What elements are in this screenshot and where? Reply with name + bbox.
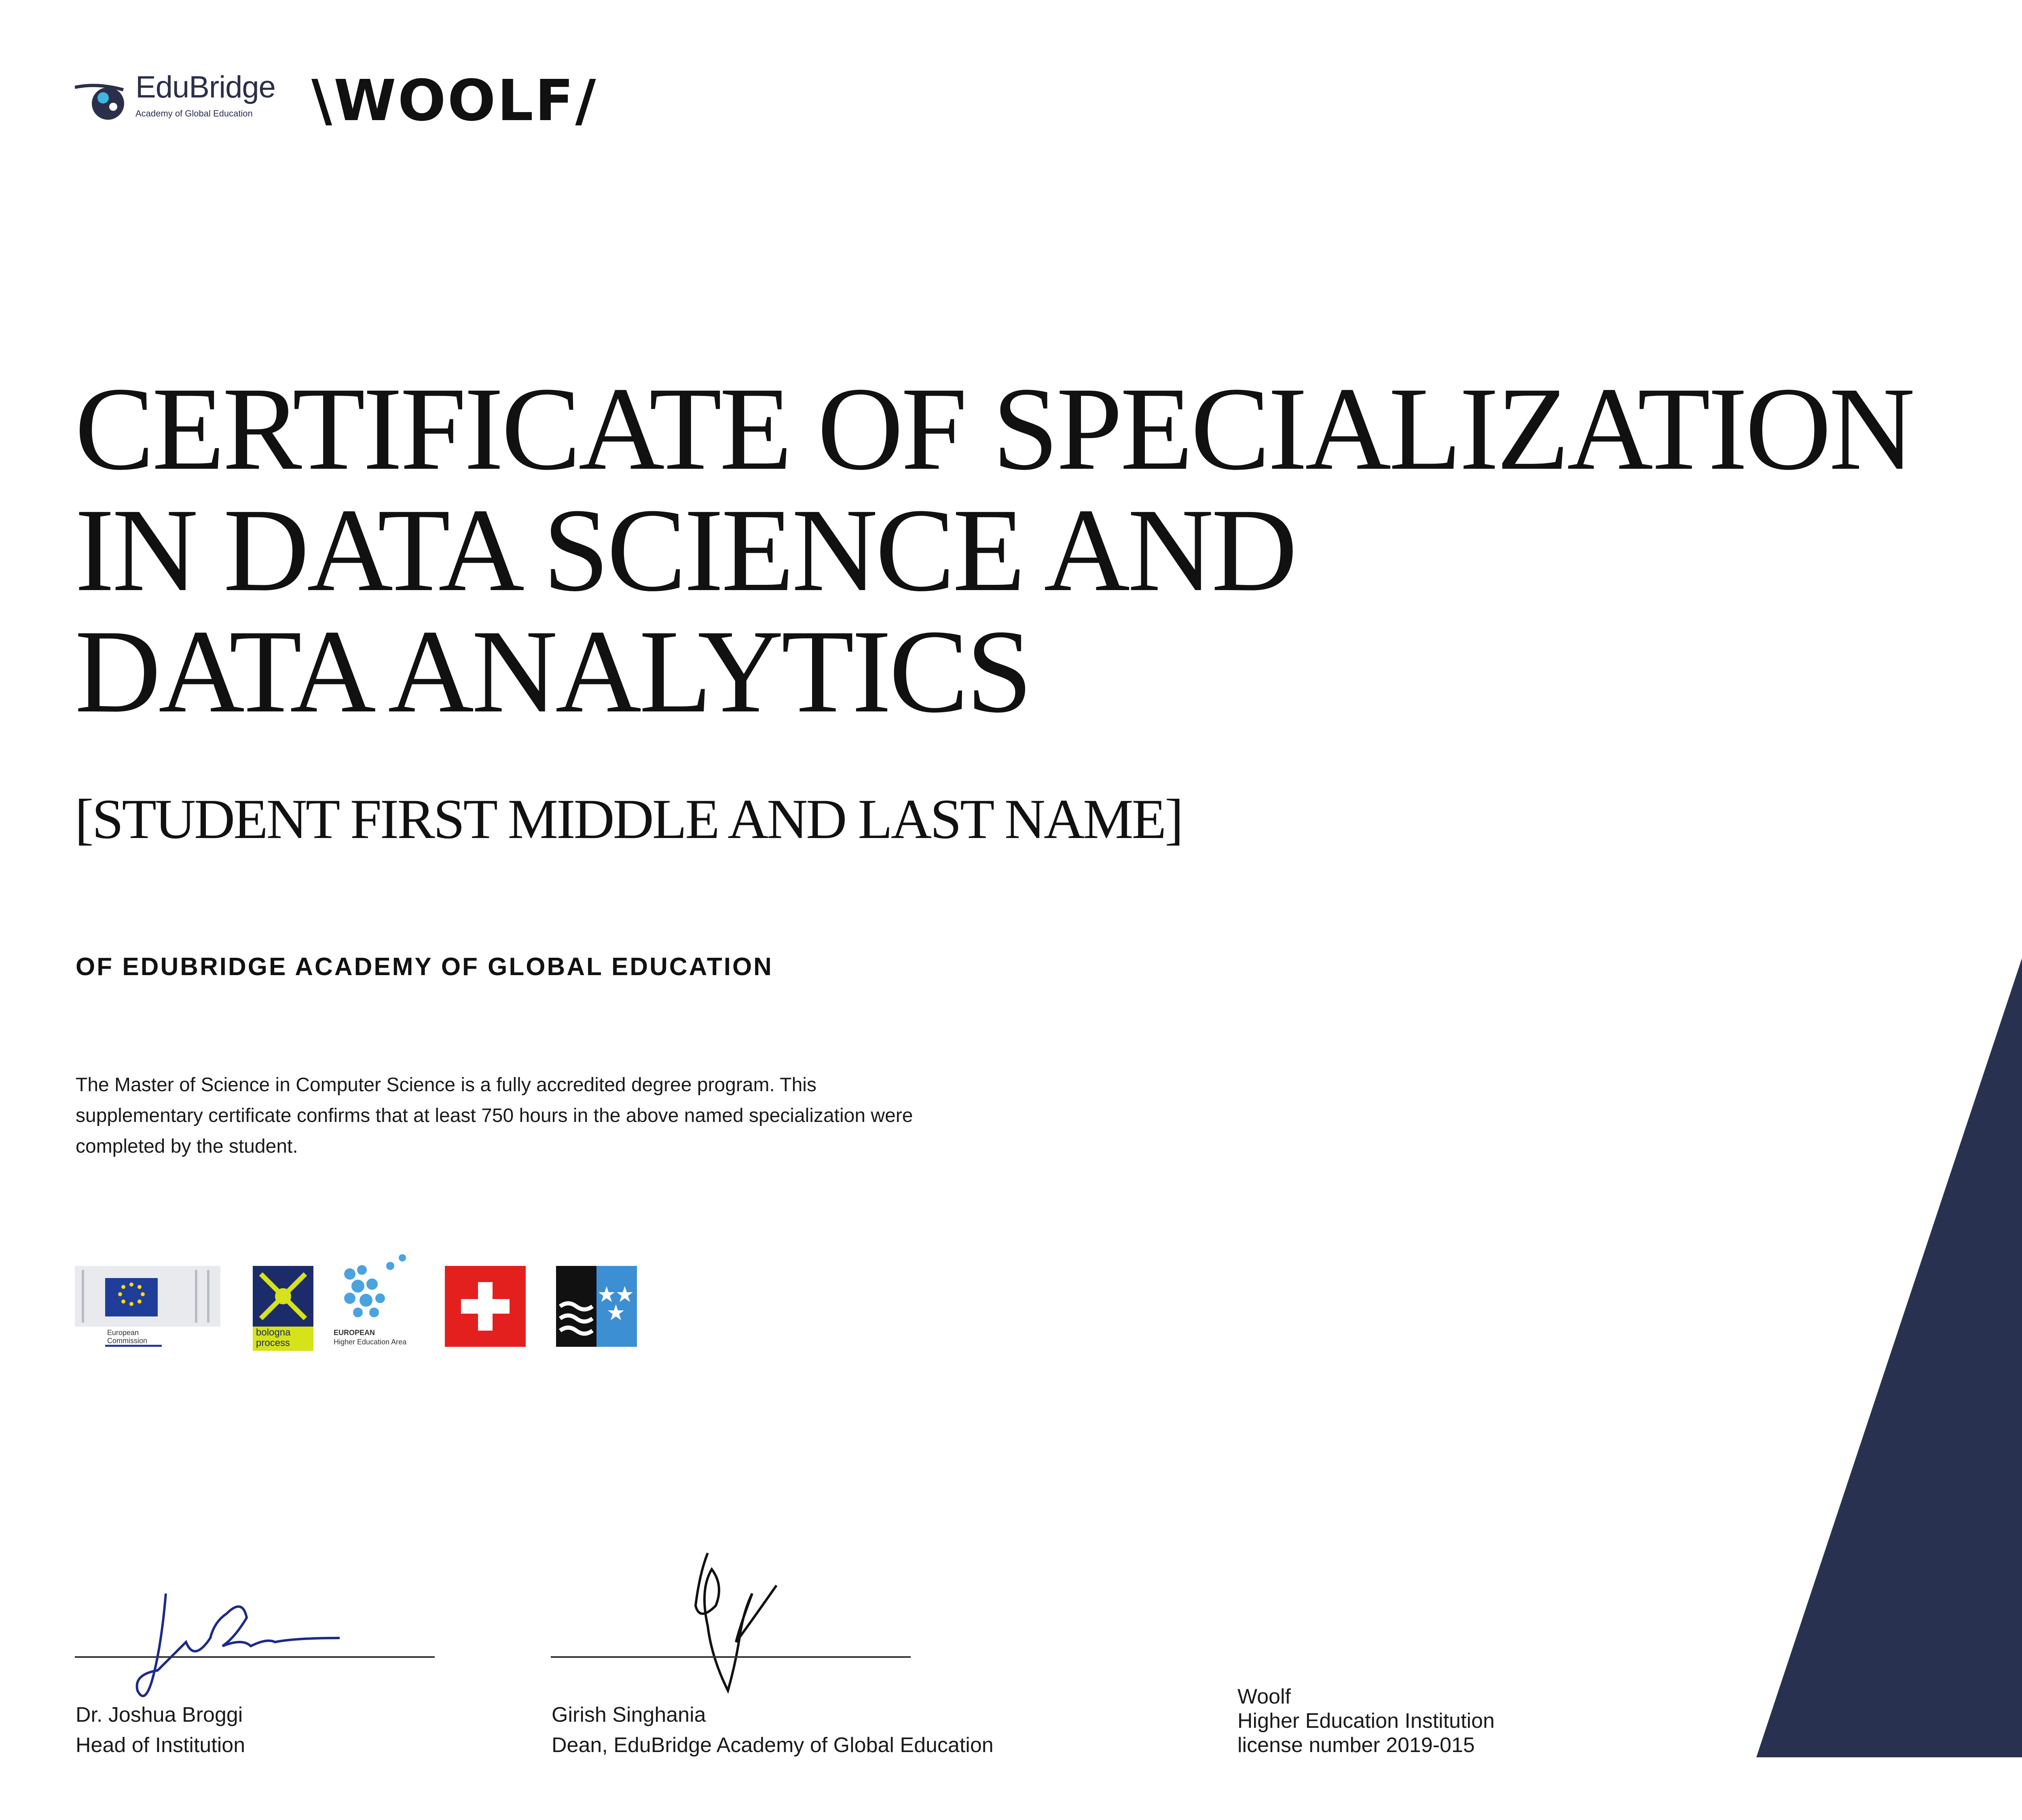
european-commission-logo xyxy=(75,1254,220,1351)
ehea-title: EUROPEAN xyxy=(334,1329,375,1337)
student-name: [STUDENT FIRST MIDDLE AND LAST NAME] xyxy=(75,788,1182,851)
institution-name: OF EDUBRIDGE ACADEMY OF GLOBAL EDUCATION xyxy=(76,953,773,981)
european-commission-label: European Commission xyxy=(107,1329,148,1345)
certificate-title xyxy=(75,362,1913,737)
edubridge-logo xyxy=(75,70,297,126)
swiss-flag-logo xyxy=(445,1266,526,1347)
signatory-role: Head of Institution xyxy=(76,1733,245,1757)
signature-broggi xyxy=(113,1569,356,1715)
bologna-process-logo xyxy=(253,1266,313,1351)
ehea-subtitle: Higher Education Area xyxy=(334,1338,407,1346)
edubridge-tagline: Academy of Global Education xyxy=(135,108,253,119)
title-line: DATA ANALYTICS xyxy=(75,605,1030,737)
canton-flag-icon xyxy=(556,1266,637,1347)
signature-line-broggi xyxy=(75,1656,435,1658)
signature-line-singhania xyxy=(551,1656,911,1658)
bologna-process-label: bologna process xyxy=(256,1327,291,1348)
edubridge-globe-icon xyxy=(75,74,131,123)
woolf-license-number: license number 2019-015 xyxy=(1237,1733,1475,1757)
signatory-name: Girish Singhania xyxy=(552,1703,706,1727)
signatory-name: Dr. Joshua Broggi xyxy=(76,1703,243,1727)
ehea-logo xyxy=(334,1250,427,1351)
woolf-institution-type: Higher Education Institution xyxy=(1237,1709,1495,1733)
edubridge-name: EduBridge xyxy=(135,70,275,104)
signature-singhania xyxy=(647,1545,809,1699)
woolf-logo: \WOOLF/ xyxy=(311,68,598,134)
ehea-map-icon xyxy=(334,1250,427,1323)
swiss-cross-icon xyxy=(445,1266,526,1347)
accreditation-logos xyxy=(75,1250,649,1355)
signatory-role: Dean, EduBridge Academy of Global Education xyxy=(552,1733,994,1757)
canton-flag-logo xyxy=(556,1266,637,1347)
title-line: CERTIFICATE OF SPECIALIZATION xyxy=(75,362,1913,495)
certificate-description: The Master of Science in Computer Science is a fully accredited degree program. This supplementary certificate confirms that at least 750 hours in the above named specialization were completed by the student. xyxy=(76,1074,913,1157)
woolf-institution-name: Woolf xyxy=(1237,1685,1291,1708)
title-line: IN DATA SCIENCE AND xyxy=(75,484,1295,616)
